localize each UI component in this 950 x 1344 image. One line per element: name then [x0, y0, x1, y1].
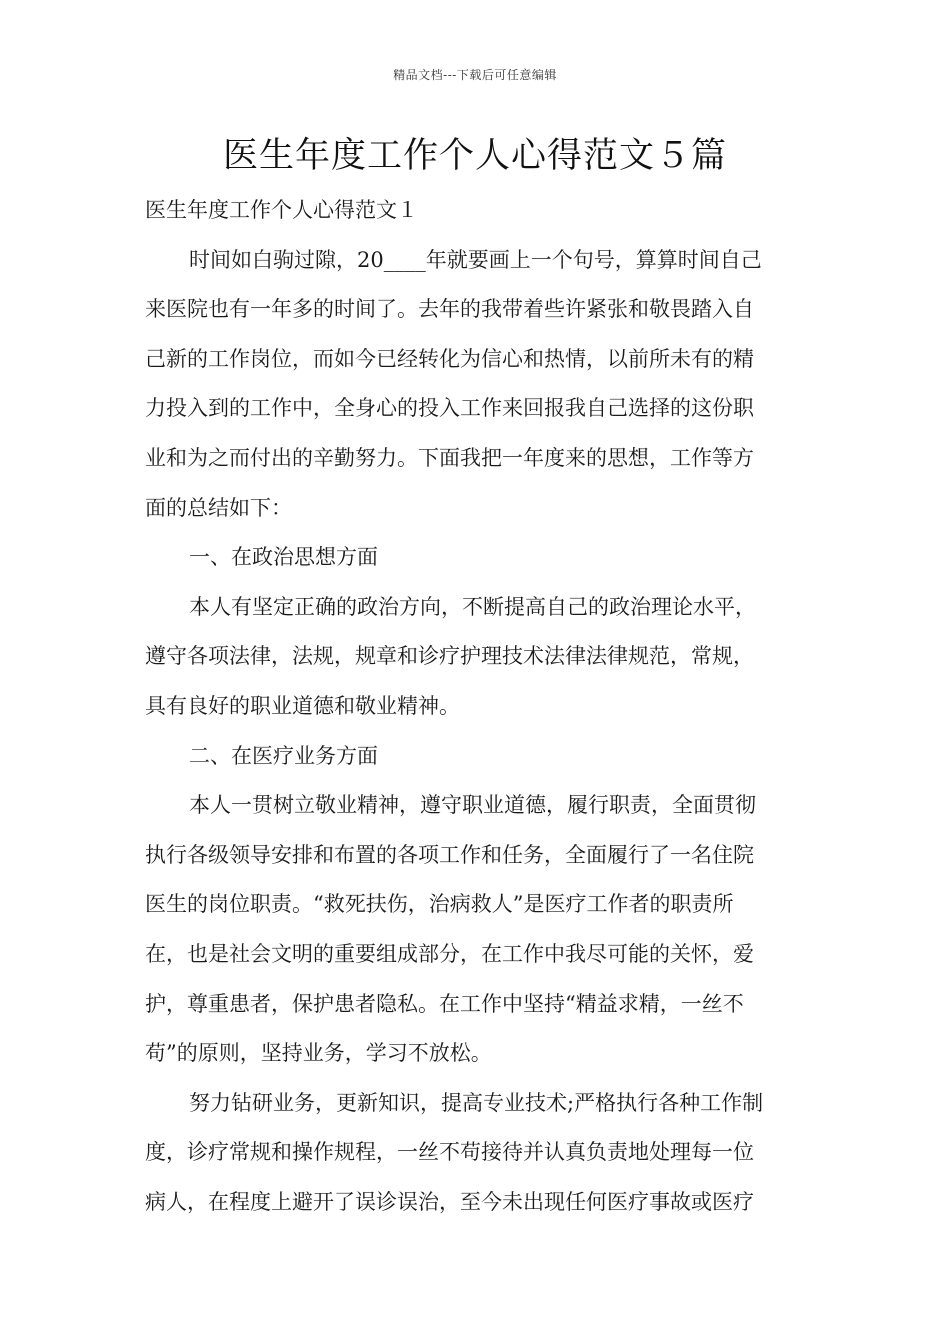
- text-line: 执行各级领导安排和布置的各项工作和任务，全面履行了一名住院: [145, 842, 754, 867]
- text-line: 来医院也有一年多的时间了。去年的我带着些许紧张和敬畏踏入自: [145, 297, 754, 322]
- text-line: 力投入到的工作中，全身心的投入工作来回报我自己选择的这份职: [145, 396, 754, 421]
- text-line: 面的总结如下：: [145, 495, 292, 520]
- text-line: 医生的岗位职责。“救死扶伤，治病救人”是医疗工作者的职责所: [145, 892, 734, 917]
- text-line: 本人有坚定正确的政治方向，不断提高自己的政治理论水平，: [189, 594, 756, 619]
- text-line: 时间如白驹过隙，20____年就要画上一个句号，算算时间自己: [189, 247, 762, 272]
- header-note: 精品文档---下载后可任意编辑: [393, 68, 557, 82]
- text-line: 努力钻研业务，更新知识，提高专业技术;严格执行各种工作制: [189, 1090, 764, 1115]
- text-line: 业和为之而付出的辛勤努力。下面我把一年度来的思想，工作等方: [145, 445, 754, 470]
- text-line: 病人，在程度上避开了误诊误治，至今未出现任何医疗事故或医疗: [145, 1189, 754, 1214]
- text-line: 具有良好的职业道德和敬业精神。: [145, 693, 460, 718]
- text-line: 一、在政治思想方面: [189, 545, 378, 570]
- document-title: 医生年度工作个人心得范文５篇: [222, 136, 727, 176]
- text-line: 本人一贯树立敬业精神，遵守职业道德，履行职责，全面贯彻: [189, 793, 756, 818]
- text-line: 己新的工作岗位，而如今已经转化为信心和热情，以前所未有的精: [145, 346, 754, 371]
- text-line: 护，尊重患者，保护患者隐私。在工作中坚持“精益求精，一丝不: [145, 991, 744, 1016]
- text-line: 医生年度工作个人心得范文１: [145, 198, 418, 222]
- text-line: 在，也是社会文明的重要组成部分，在工作中我尽可能的关怀，爱: [145, 941, 754, 966]
- text-line: 二、在医疗业务方面: [189, 743, 378, 768]
- document-body: [145, 186, 809, 1227]
- text-line: 度，诊疗常规和操作规程，一丝不苟接待并认真负责地处理每一位: [145, 1140, 754, 1165]
- text-line: 遵守各项法律，法规，规章和诊疗护理技术法律法律规范，常规，: [145, 644, 754, 669]
- text-line: 苟”的原则，坚持业务，学习不放松。: [145, 1041, 492, 1066]
